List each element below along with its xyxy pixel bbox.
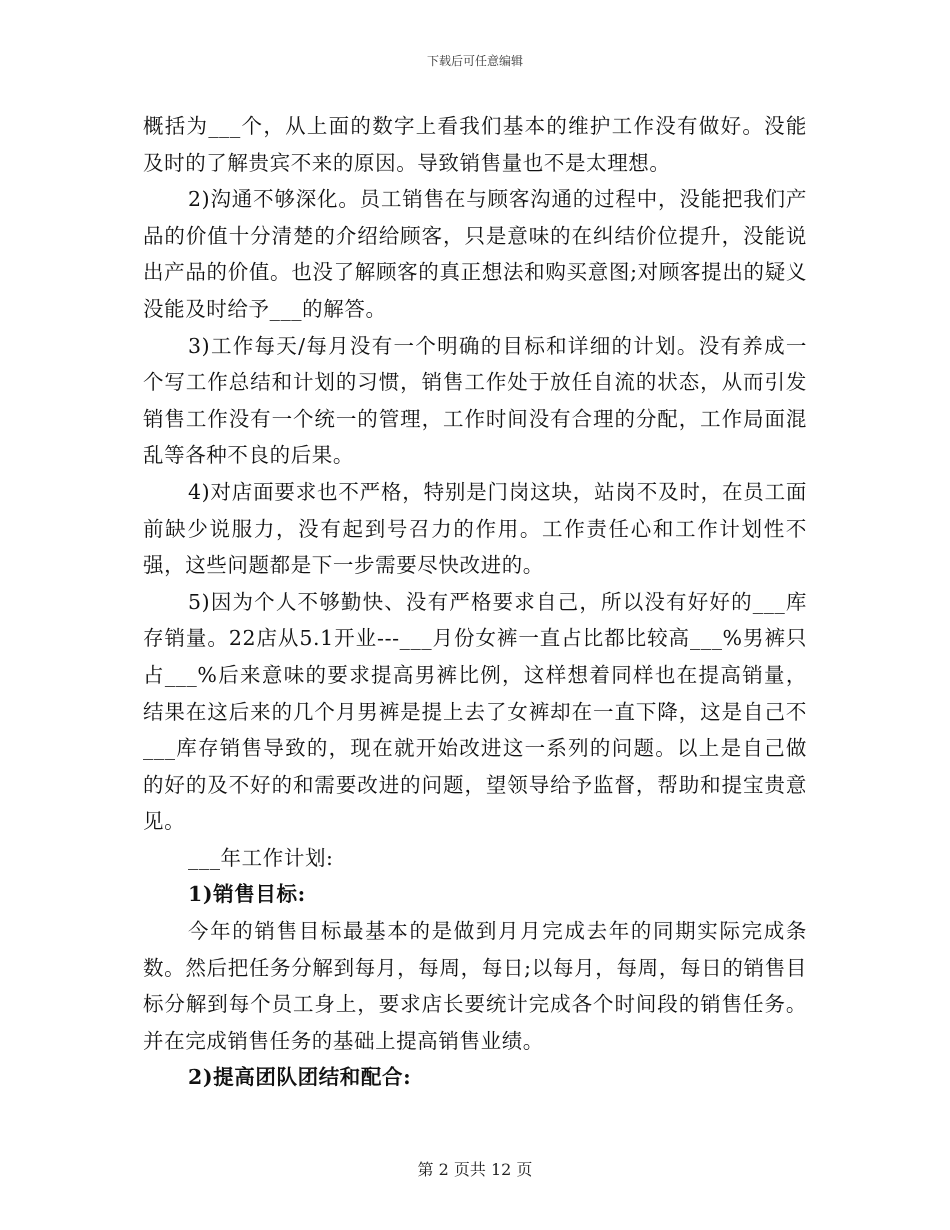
page-number: 第 2 页共 12 页 [417, 1160, 533, 1179]
paragraph-item-4: 4)对店面要求也不严格，特别是门岗这块，站岗不及时，在员工面前缺少说服力，没有起到号召力的作用。工作责任心和工作计划性不强，这些问题都是下一步需要尽快改进的。 [143, 479, 807, 578]
heading-team-cooperation: 2)提高团队团结和配合: [188, 1065, 412, 1090]
section-title-work-plan: ___年工作计划: [188, 845, 334, 870]
paragraph-item-3: 3)工作每天/每月没有一个明确的目标和详细的计划。没有养成一个写工作总结和计划的习惯，销售工作处于放任自流的状态，从而引发销售工作没有一个统一的管理，工作时间没有合理的分配，工作局面混乱等各种不良的后果。 [143, 333, 807, 468]
heading-sales-target: 1)销售目标: [188, 882, 306, 907]
paragraph-summary: 概括为___个，从上面的数字上看我们基本的维护工作没有做好。没能及时的了解贵宾不来的原因。导致销售量也不是太理想。 [143, 114, 807, 175]
paragraph-sales-target: 今年的销售目标最基本的是做到月月完成去年的同期实际完成条数。然后把任务分解到每月，每周，每日;以每月，每周，每日的销售目标分解到每个员工身上，要求店长要统计完成各个时间段的销售任务。并在完成销售任务的基础上提高销售业绩。 [143, 919, 807, 1053]
document-body [143, 108, 807, 1096]
paragraph-item-2: 2)沟通不够深化。员工销售在与顾客沟通的过程中，没能把我们产品的价值十分清楚的介绍给顾客，只是意味的在纠结价位提升，没能说出产品的价值。也没了解顾客的真正想法和购买意图;对顾客提出的疑义没能及时给予___的解答。 [143, 187, 807, 321]
page-header-note: 下载后可任意编辑 [426, 54, 523, 68]
paragraph-item-5: 5)因为个人不够勤快、没有严格要求自己，所以没有好好的___库存销量。22店从5.1开业---___月份女裤一直占比都比较高___%男裤只占___%后来意味的要求提高男裤比例，这样想着同样也在提高销量，结果在这后来的几个月男裤是提上去了女裤却在一直下降，这是自己不___库存销售导致的，现在就开始改进这一系列的问题。以上是自己做的好的及不好的和需要改进的问题，望领导给予监督，帮助和提宝贵意见。 [143, 589, 807, 834]
